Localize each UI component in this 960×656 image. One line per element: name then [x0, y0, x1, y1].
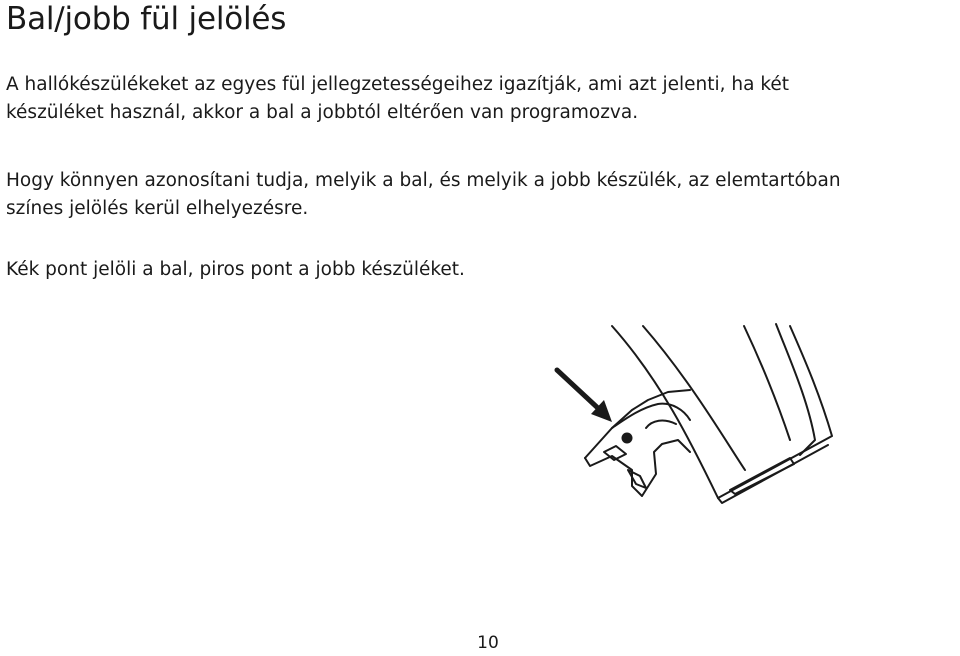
paragraph-intro-line-2: készüléket használ, akkor a bal a jobbtól eltérően van programozva.: [6, 102, 639, 123]
page-number: 10: [477, 633, 499, 653]
paragraph-intro-line-1: A hallókészülékeket az egyes fül jellegzetességeihez igazítják, ami azt jelenti, ha két: [6, 74, 790, 95]
battery-door-latch: [646, 421, 676, 428]
pointer-arrow-shaft: [557, 370, 600, 410]
paragraph-intro: [6, 71, 789, 127]
device-housing-outline: [612, 326, 832, 498]
paragraph-identification-line-2: színes jelölés kerül elhelyezésre.: [6, 198, 309, 219]
battery-door-tab: [628, 470, 646, 488]
color-dot-marker: [622, 433, 633, 444]
paragraph-identification-line-1: Hogy könnyen azonosítani tudja, melyik a bal, és melyik a jobb készülék, az elemtartóban: [6, 170, 841, 191]
hearing-aid-battery-door-illustration: [540, 315, 840, 530]
paragraph-identification: [6, 167, 841, 223]
paragraph-color-dots-line-1: Kék pont jelöli a bal, piros pont a jobb készüléket.: [6, 259, 465, 280]
battery-door-outline: [585, 440, 690, 496]
page-title: Bal/jobb fül jelölés: [6, 1, 287, 37]
device-housing-rim: [776, 324, 815, 455]
paragraph-color-dots: [6, 256, 465, 284]
